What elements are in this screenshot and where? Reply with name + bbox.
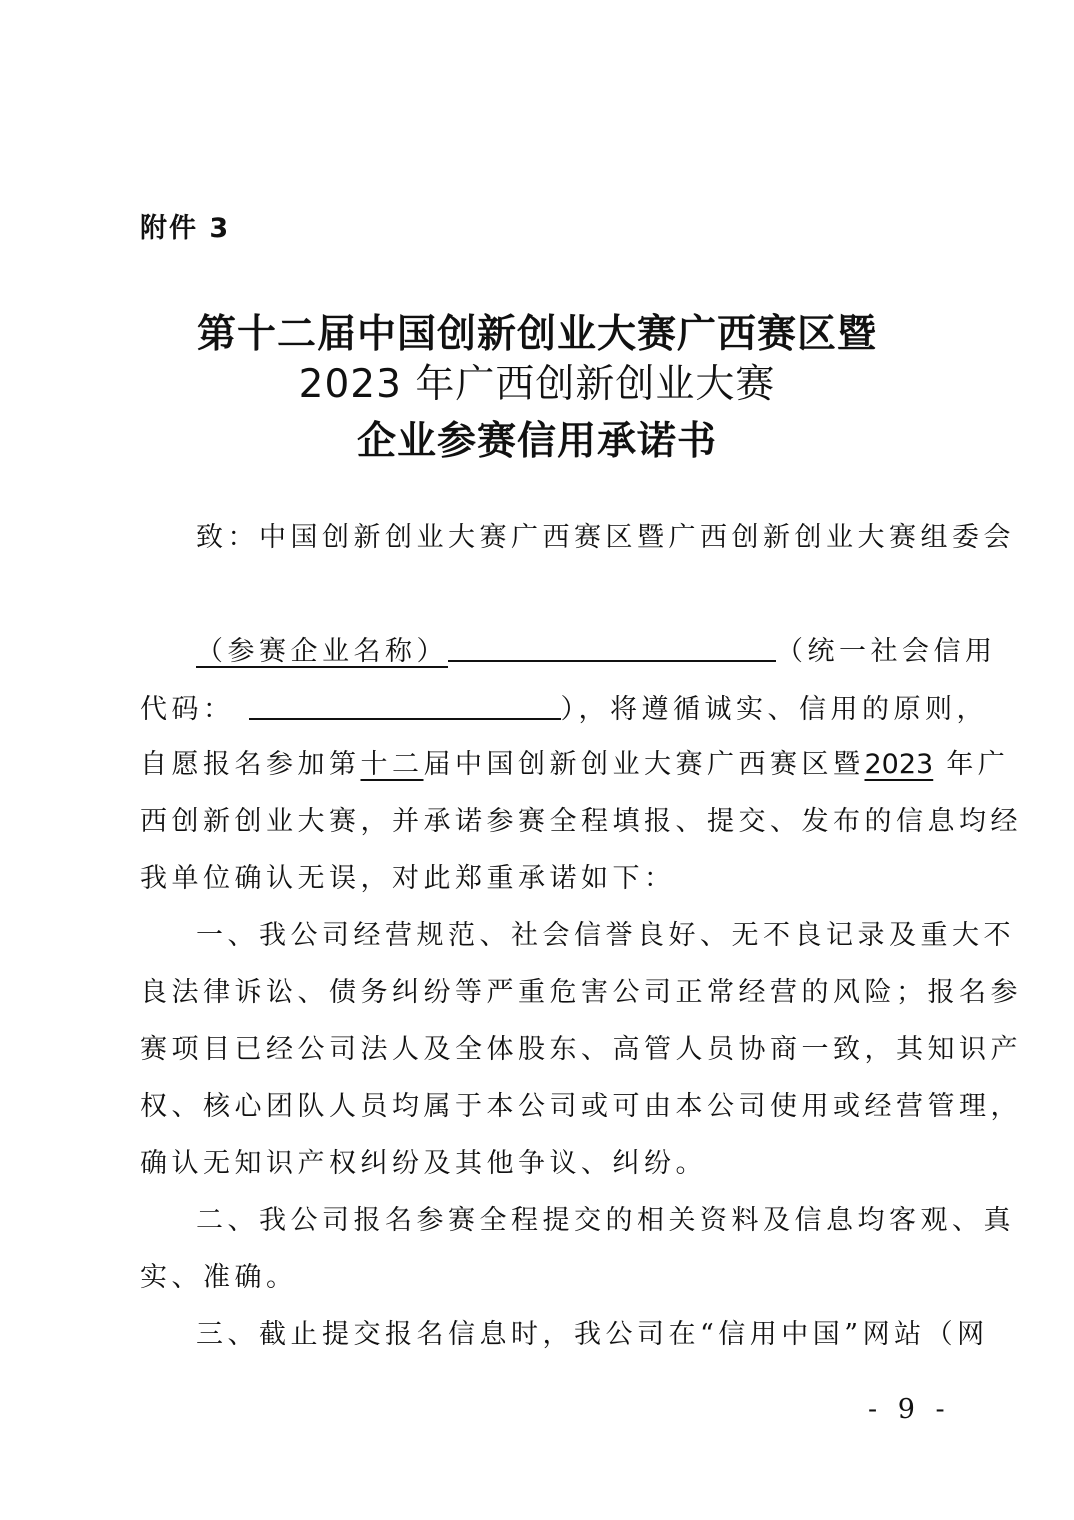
- title-line-3: 企业参赛信用承诺书: [356, 418, 717, 464]
- attachment-label: 附件 3: [140, 213, 231, 244]
- intro-line-2-text: ），将遵循诚实、信用的原则，: [560, 694, 988, 725]
- credit-code-label: （统一社会信用: [776, 636, 997, 667]
- clause-1-line-1: 一、我公司经营规范、社会信誉良好、无不良记录及重大不: [196, 920, 1015, 951]
- clause-3-line-1: 三、截止提交报名信息时，我公司在“信用中国”网站（网: [196, 1319, 989, 1350]
- intro-line-4: 西创新创业大赛，并承诺参赛全程填报、提交、发布的信息均经: [140, 806, 1022, 837]
- intro-line-3-a: 自愿报名参加第: [140, 749, 361, 780]
- addressee: 致：中国创新创业大赛广西赛区暨广西创新创业大赛组委会: [196, 522, 1015, 553]
- intro-line-1: [196, 630, 996, 670]
- intro-line-2: [140, 688, 988, 728]
- company-name-blank[interactable]: [448, 630, 776, 662]
- clause-1-line-5: 确认无知识产权纠纷及其他争议、纠纷。: [140, 1148, 707, 1179]
- intro-line-5: 我单位确认无误，对此郑重承诺如下：: [140, 863, 676, 894]
- credit-code-blank[interactable]: [249, 688, 561, 720]
- intro-line-3-c: 年广: [946, 749, 1010, 780]
- company-name-placeholder: （参赛企业名称）: [196, 636, 448, 667]
- title-line-2: 2023 年广西创新创业大赛: [298, 362, 776, 407]
- clause-2-line-2: 实、准确。: [140, 1262, 298, 1293]
- code-label: 代码：: [140, 694, 235, 725]
- session-number: 十二: [360, 749, 424, 780]
- clause-2-line-1: 二、我公司报名参赛全程提交的相关资料及信息均客观、真: [196, 1205, 1015, 1236]
- intro-line-3-b: 届中国创新创业大赛广西赛区暨: [423, 749, 865, 780]
- clause-1-line-4: 权、核心团队人员均属于本公司或可由本公司使用或经营管理，: [140, 1091, 1022, 1122]
- clause-1-line-3: 赛项目已经公司法人及全体股东、高管人员协商一致，其知识产: [140, 1034, 1022, 1065]
- page-number: - 9 -: [868, 1394, 951, 1425]
- title-line-1: 第十二届中国创新创业大赛广西赛区暨: [196, 311, 877, 357]
- competition-year: 2023: [864, 749, 934, 780]
- intro-line-3: [140, 745, 1010, 785]
- clause-1-line-2: 良法律诉讼、债务纠纷等严重危害公司正常经营的风险；报名参: [140, 977, 1022, 1008]
